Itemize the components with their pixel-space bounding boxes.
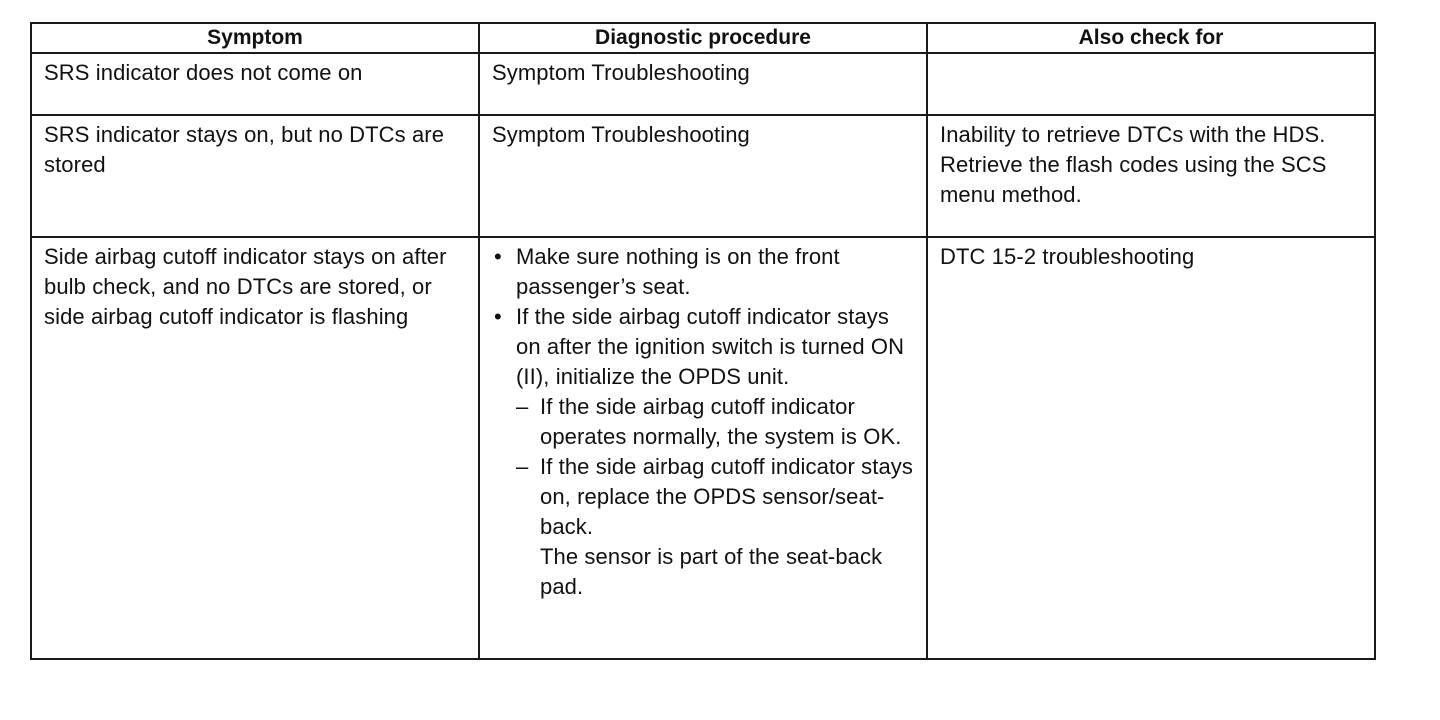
header-diagnostic-procedure: Diagnostic procedure bbox=[479, 23, 927, 53]
header-symptom: Symptom bbox=[31, 23, 479, 53]
bullet-text: Make sure nothing is on the front passenger’s seat. bbox=[516, 244, 840, 299]
bullet-text: If the side airbag cutoff indicator stays on after the ignition switch is turned ON (II), initialize the OPDS unit. bbox=[516, 304, 905, 389]
procedure-sub-item bbox=[516, 452, 916, 602]
cell-symptom: SRS indicator does not come on bbox=[31, 53, 479, 115]
srs-symptom-table bbox=[30, 22, 1376, 660]
procedure-bullet-item bbox=[492, 302, 916, 602]
header-also-check-for: Also check for bbox=[927, 23, 1375, 53]
table-row bbox=[31, 53, 1375, 115]
cell-also-check: Inability to retrieve DTCs with the HDS. Retrieve the flash codes using the SCS menu method. bbox=[927, 115, 1375, 237]
header-row bbox=[31, 23, 1375, 53]
sub-item-text: If the side airbag cutoff indicator stays on, replace the OPDS sensor/seat-back. bbox=[540, 454, 914, 539]
dash-icon: – bbox=[516, 394, 529, 419]
table-row bbox=[31, 115, 1375, 237]
cell-procedure: Symptom Troubleshooting bbox=[479, 53, 927, 115]
table-header bbox=[31, 23, 1375, 53]
sub-item-note: The sensor is part of the seat-back pad. bbox=[540, 544, 883, 599]
procedure-bullet-list bbox=[492, 242, 916, 602]
sub-item-text: If the side airbag cutoff indicator operates normally, the system is OK. bbox=[540, 394, 902, 449]
cell-procedure bbox=[479, 237, 927, 659]
bullet-icon: • bbox=[494, 304, 502, 329]
cell-also-check: DTC 15-2 troubleshooting bbox=[927, 237, 1375, 659]
procedure-bullet-item bbox=[492, 242, 916, 302]
cell-procedure: Symptom Troubleshooting bbox=[479, 115, 927, 237]
cell-symptom: SRS indicator stays on, but no DTCs are stored bbox=[31, 115, 479, 237]
bullet-icon: • bbox=[494, 244, 502, 269]
dash-icon: – bbox=[516, 454, 529, 479]
procedure-sub-list bbox=[516, 392, 916, 602]
procedure-sub-item bbox=[516, 392, 916, 452]
table-body bbox=[31, 53, 1375, 659]
cell-also-check bbox=[927, 53, 1375, 115]
cell-symptom: Side airbag cutoff indicator stays on after bulb check, and no DTCs are stored, or side airbag cutoff indicator is flashing bbox=[31, 237, 479, 659]
table-row bbox=[31, 237, 1375, 659]
